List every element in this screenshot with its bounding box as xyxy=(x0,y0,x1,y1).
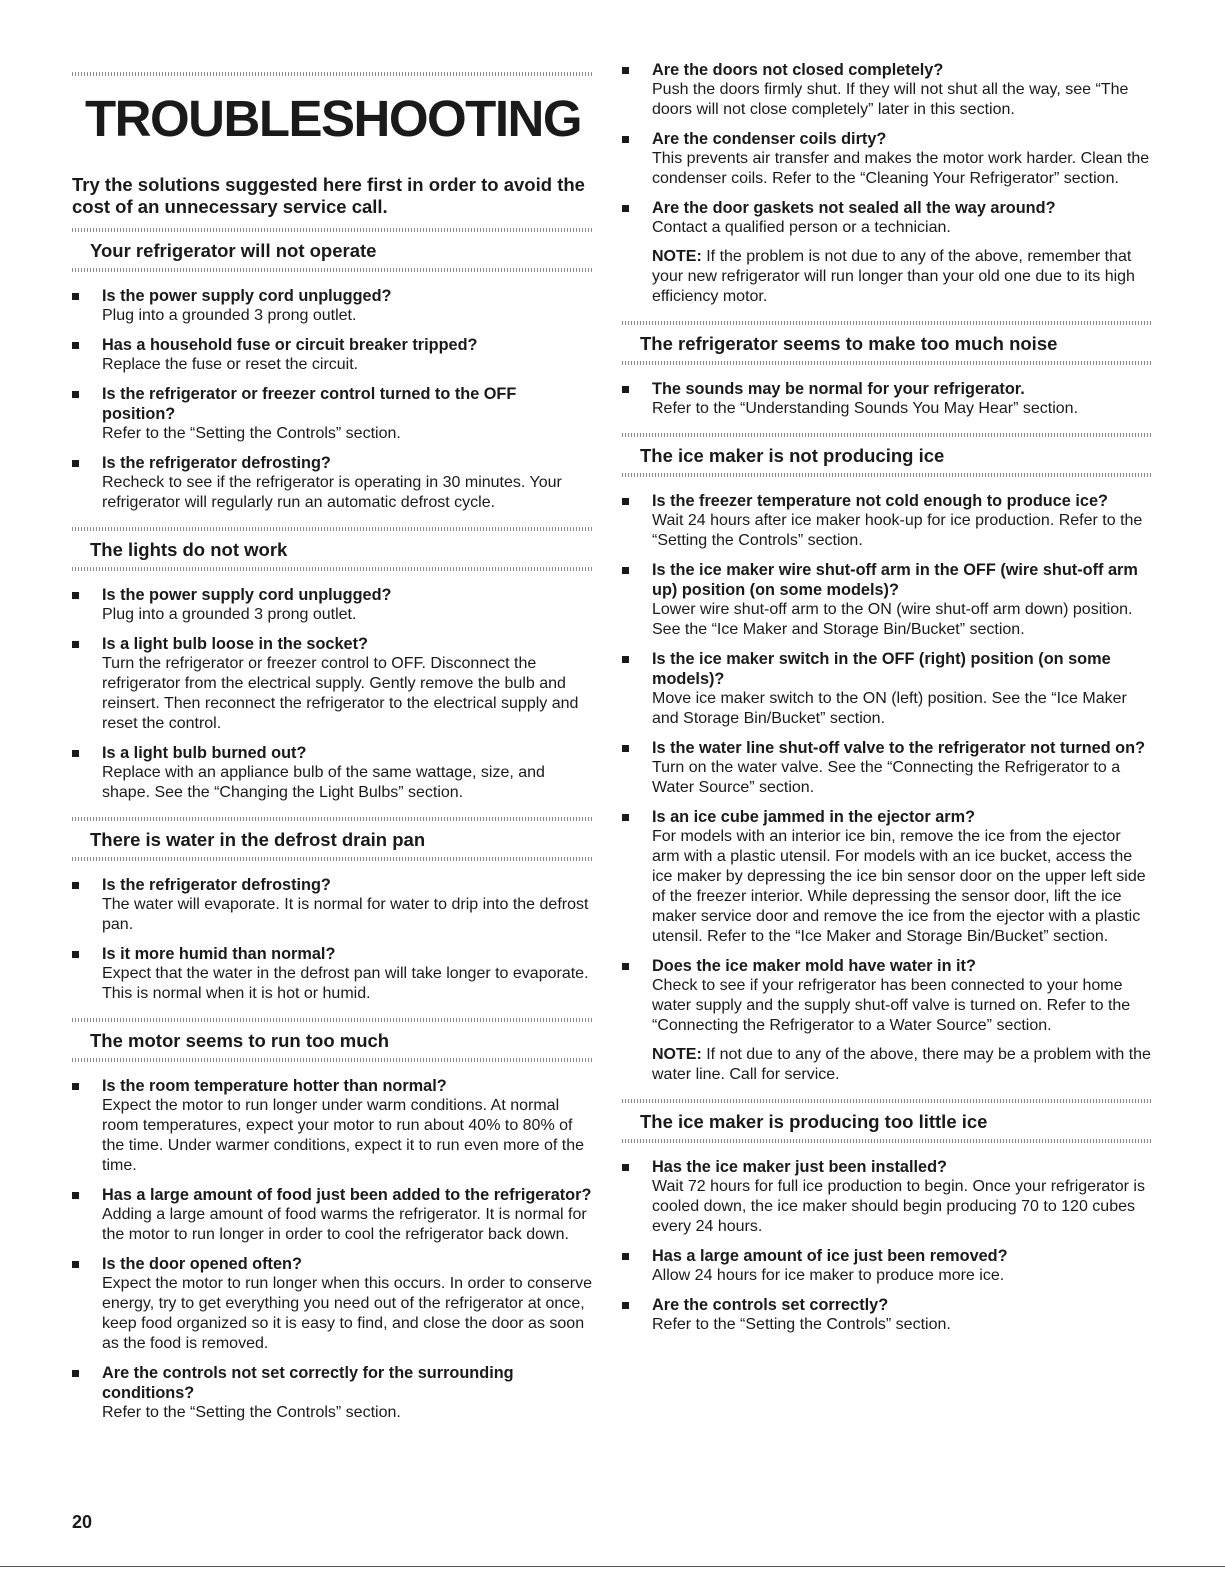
section-header xyxy=(622,1099,1152,1143)
item-question: Is the water line shut-off valve to the refrigerator not turned on? xyxy=(652,739,1146,757)
section-rule xyxy=(72,1018,594,1022)
bullet-icon xyxy=(622,1164,629,1171)
section-header xyxy=(72,817,594,861)
note-motor xyxy=(622,247,1152,307)
section-items xyxy=(72,585,594,803)
item-answer: Expect the motor to run longer when this occurs. In order to conserve energy, try to get everything you need out of the refrigerator at once, keep food organized so it is easy to find, and close the door as soon as the food is removed. xyxy=(102,1275,593,1352)
section-items xyxy=(622,379,1152,419)
list-item xyxy=(72,286,594,326)
item-question: Has a large amount of food just been added to the refrigerator? xyxy=(102,1186,592,1204)
troubleshoot-section xyxy=(622,321,1152,419)
section-rule xyxy=(622,321,1152,325)
note-label: NOTE: xyxy=(652,1046,702,1063)
bullet-icon xyxy=(622,567,629,574)
item-question: Is the refrigerator or freezer control turned to the OFF position? xyxy=(102,385,517,423)
list-item xyxy=(72,1185,594,1245)
item-answer: Expect the motor to run longer under warm conditions. At normal room temperatures, expect your motor to run about 40% to 80% of the time. Under warmer conditions, expect it to run even more of the time. xyxy=(102,1097,585,1174)
section-items xyxy=(622,1157,1152,1335)
list-item xyxy=(622,379,1152,419)
troubleshoot-section xyxy=(72,817,594,1004)
section-header xyxy=(72,527,594,571)
item-answer: Replace with an appliance bulb of the same wattage, size, and shape. See the “Changing the Light Bulbs” section. xyxy=(102,764,545,801)
bullet-icon xyxy=(72,293,79,300)
item-question: Has the ice maker just been installed? xyxy=(652,1158,947,1176)
page-number: 20 xyxy=(72,1512,93,1532)
bullet-icon xyxy=(622,1302,629,1309)
left-sections xyxy=(72,228,594,1423)
continued-list xyxy=(622,60,1152,238)
list-item xyxy=(72,634,594,734)
item-question: Is the refrigerator defrosting? xyxy=(102,876,331,894)
item-answer: Wait 24 hours after ice maker hook-up for ice production. Refer to the “Setting the Controls” section. xyxy=(652,512,1143,549)
troubleshoot-section xyxy=(622,1099,1152,1335)
item-answer: Recheck to see if the refrigerator is operating in 30 minutes. Your refrigerator will regularly run an automatic defrost cycle. xyxy=(102,474,562,511)
list-item xyxy=(622,1295,1152,1335)
bullet-icon xyxy=(72,460,79,467)
list-item xyxy=(622,956,1152,1036)
bullet-icon xyxy=(622,656,629,663)
list-item xyxy=(72,1076,594,1176)
bottom-rule xyxy=(0,1566,1225,1567)
item-answer: Lower wire shut-off arm to the ON (wire shut-off arm down) position. See the “Ice Maker and Storage Bin/Bucket” section. xyxy=(652,601,1133,638)
list-item xyxy=(72,875,594,935)
item-question: Is a light bulb burned out? xyxy=(102,744,307,762)
troubleshoot-section xyxy=(72,228,594,513)
section-header xyxy=(622,321,1152,365)
troubleshoot-section xyxy=(622,433,1152,1036)
item-answer: Plug into a grounded 3 prong outlet. xyxy=(102,307,357,324)
note-label: NOTE: xyxy=(652,248,702,265)
bullet-icon xyxy=(72,1261,79,1268)
list-item xyxy=(622,129,1152,189)
bullet-icon xyxy=(72,641,79,648)
item-answer: Refer to the “Setting the Controls” section. xyxy=(102,425,401,442)
troubleshoot-section xyxy=(72,1018,594,1423)
bullet-icon xyxy=(622,136,629,143)
item-question: Are the condenser coils dirty? xyxy=(652,130,887,148)
list-item xyxy=(72,453,594,513)
bullet-icon xyxy=(72,1192,79,1199)
section-rule xyxy=(622,1099,1152,1103)
item-answer: For models with an interior ice bin, remove the ice from the ejector arm with a plastic utensil. For models with an ice bucket, access the ice maker by depressing the ice bin sensor door on the upper left side of the freezer interior. While depressing the sensor door, lift the ice maker service door and remove the ice from the ejector with a plastic utensil. Refer to the “Ice Maker and Storage Bin/Bucket” section. xyxy=(652,828,1146,945)
item-answer: Wait 72 hours for full ice production to begin. Once your refrigerator is cooled down, the ice maker should begin producing 70 to 120 cubes every 24 hours. xyxy=(652,1178,1145,1235)
ice-little-section xyxy=(622,1099,1152,1335)
item-answer: Replace the fuse or reset the circuit. xyxy=(102,356,359,373)
section-rule xyxy=(622,473,1152,477)
section-header xyxy=(72,1018,594,1062)
item-answer: Expect that the water in the defrost pan will take longer to evaporate. This is normal when it is hot or humid. xyxy=(102,965,589,1002)
item-answer: Move ice maker switch to the ON (left) position. See the “Ice Maker and Storage Bin/Bucket” section. xyxy=(652,690,1127,727)
section-items xyxy=(72,1076,594,1423)
section-title: The motor seems to run too much xyxy=(90,1030,390,1051)
item-question: Is the power supply cord unplugged? xyxy=(102,586,392,604)
section-rule xyxy=(72,228,594,232)
ice-not-section xyxy=(622,433,1152,1036)
item-answer: Allow 24 hours for ice maker to produce more ice. xyxy=(652,1267,1005,1284)
bullet-icon xyxy=(622,205,629,212)
section-rule xyxy=(72,268,594,272)
item-answer: Push the doors firmly shut. If they will not shut all the way, see “The doors will not close completely” later in this section. xyxy=(652,81,1129,118)
section-title: Your refrigerator will not operate xyxy=(90,240,377,261)
page-title: TROUBLESHOOTING xyxy=(85,90,581,147)
section-header xyxy=(72,228,594,272)
intro-text: Try the solutions suggested here first in order to avoid the cost of an unnecessary service call. xyxy=(72,174,585,217)
list-item xyxy=(72,1363,594,1423)
bullet-icon xyxy=(72,592,79,599)
bullet-icon xyxy=(72,1083,79,1090)
section-items xyxy=(72,875,594,1004)
item-question: The sounds may be normal for your refrigerator. xyxy=(652,380,1025,398)
item-question: Are the controls not set correctly for the surrounding conditions? xyxy=(102,1364,514,1402)
list-item xyxy=(72,585,594,625)
list-item xyxy=(622,807,1152,947)
section-title: The lights do not work xyxy=(90,539,288,560)
list-item xyxy=(72,384,594,444)
section-rule xyxy=(622,1139,1152,1143)
item-answer: Adding a large amount of food warms the refrigerator. It is normal for the motor to run longer in order to cool the refrigerator back down. xyxy=(102,1206,587,1243)
item-answer: Turn on the water valve. See the “Connecting the Refrigerator to a Water Source” section. xyxy=(652,759,1121,796)
section-rule xyxy=(622,433,1152,437)
item-question: Does the ice maker mold have water in it? xyxy=(652,957,976,975)
item-question: Is the door opened often? xyxy=(102,1255,302,1273)
list-item xyxy=(622,60,1152,120)
item-answer: Refer to the “Setting the Controls” section. xyxy=(652,1316,951,1333)
item-question: Is the ice maker wire shut-off arm in the OFF (wire shut-off arm up) position (on some models)? xyxy=(652,561,1138,599)
bullet-icon xyxy=(72,391,79,398)
troubleshoot-section xyxy=(72,527,594,803)
item-question: Are the controls set correctly? xyxy=(652,1296,889,1314)
section-items xyxy=(72,286,594,513)
item-question: Is the power supply cord unplugged? xyxy=(102,287,392,305)
section-title: There is water in the defrost drain pan xyxy=(90,829,426,850)
title-rule xyxy=(72,72,594,76)
continued-items xyxy=(622,60,1152,307)
item-question: Is a light bulb loose in the socket? xyxy=(102,635,368,653)
list-item xyxy=(622,560,1152,640)
list-item xyxy=(622,649,1152,729)
list-item xyxy=(622,738,1152,798)
bullet-icon xyxy=(72,951,79,958)
item-answer: Check to see if your refrigerator has been connected to your home water supply and the supply shut-off valve is turned on. Refer to the “Connecting the Refrigerator to a Water Source” section. xyxy=(652,977,1131,1034)
item-question: Is an ice cube jammed in the ejector arm? xyxy=(652,808,976,826)
section-rule xyxy=(72,1058,594,1062)
item-question: Is the ice maker switch in the OFF (right) position (on some models)? xyxy=(652,650,1111,688)
section-items xyxy=(622,491,1152,1036)
bullet-icon xyxy=(72,1370,79,1377)
item-question: Is the room temperature hotter than normal? xyxy=(102,1077,447,1095)
item-answer: Plug into a grounded 3 prong outlet. xyxy=(102,606,357,623)
bullet-icon xyxy=(622,814,629,821)
item-answer: Turn the refrigerator or freezer control to OFF. Disconnect the refrigerator from the electrical supply. Gently remove the bulb and reinsert. Then reconnect the refrigerator to the electrical supply and reset the control. xyxy=(102,655,579,732)
item-question: Is the refrigerator defrosting? xyxy=(102,454,331,472)
list-item xyxy=(622,1157,1152,1237)
section-title: The ice maker is not producing ice xyxy=(640,445,945,466)
item-question: Is the freezer temperature not cold enough to produce ice? xyxy=(652,492,1108,510)
bullet-icon xyxy=(622,1253,629,1260)
left-column xyxy=(72,0,594,1432)
list-item xyxy=(72,335,594,375)
right-column xyxy=(622,0,1152,1344)
bullet-icon xyxy=(622,386,629,393)
item-question: Has a household fuse or circuit breaker tripped? xyxy=(102,336,478,354)
section-rule xyxy=(72,857,594,861)
noise-section xyxy=(622,321,1152,419)
item-answer: The water will evaporate. It is normal for water to drip into the defrost pan. xyxy=(102,896,589,933)
bullet-icon xyxy=(72,750,79,757)
section-rule xyxy=(72,527,594,531)
item-answer: This prevents air transfer and makes the motor work harder. Clean the condenser coils. Refer to the “Cleaning Your Refrigerator” section. xyxy=(652,150,1150,187)
item-answer: Contact a qualified person or a technician. xyxy=(652,219,951,236)
list-item xyxy=(622,198,1152,238)
item-question: Are the doors not closed completely? xyxy=(652,61,944,79)
item-answer: Refer to the “Setting the Controls” section. xyxy=(102,1404,401,1421)
section-title: The refrigerator seems to make too much noise xyxy=(640,333,1058,354)
bullet-icon xyxy=(72,882,79,889)
bullet-icon xyxy=(72,342,79,349)
note-text: If not due to any of the above, there may be a problem with the water line. Call for service. xyxy=(652,1046,1151,1083)
bullet-icon xyxy=(622,67,629,74)
section-title: The ice maker is producing too little ice xyxy=(640,1111,988,1132)
section-rule xyxy=(72,567,594,571)
bullet-icon xyxy=(622,745,629,752)
list-item xyxy=(72,1254,594,1354)
section-rule xyxy=(72,817,594,821)
list-item xyxy=(622,1246,1152,1286)
item-answer: Refer to the “Understanding Sounds You May Hear” section. xyxy=(652,400,1079,417)
list-item xyxy=(72,944,594,1004)
list-item xyxy=(622,491,1152,551)
item-question: Has a large amount of ice just been removed? xyxy=(652,1247,1008,1265)
item-question: Is it more humid than normal? xyxy=(102,945,336,963)
list-item xyxy=(72,743,594,803)
bullet-icon xyxy=(622,498,629,505)
section-header xyxy=(622,433,1152,477)
section-rule xyxy=(622,361,1152,365)
item-question: Are the door gaskets not sealed all the way around? xyxy=(652,199,1056,217)
note-text: If the problem is not due to any of the above, remember that your new refrigerator will run longer than your old one due to its high efficiency motor. xyxy=(652,248,1135,305)
bullet-icon xyxy=(622,963,629,970)
note-ice xyxy=(622,1045,1152,1085)
